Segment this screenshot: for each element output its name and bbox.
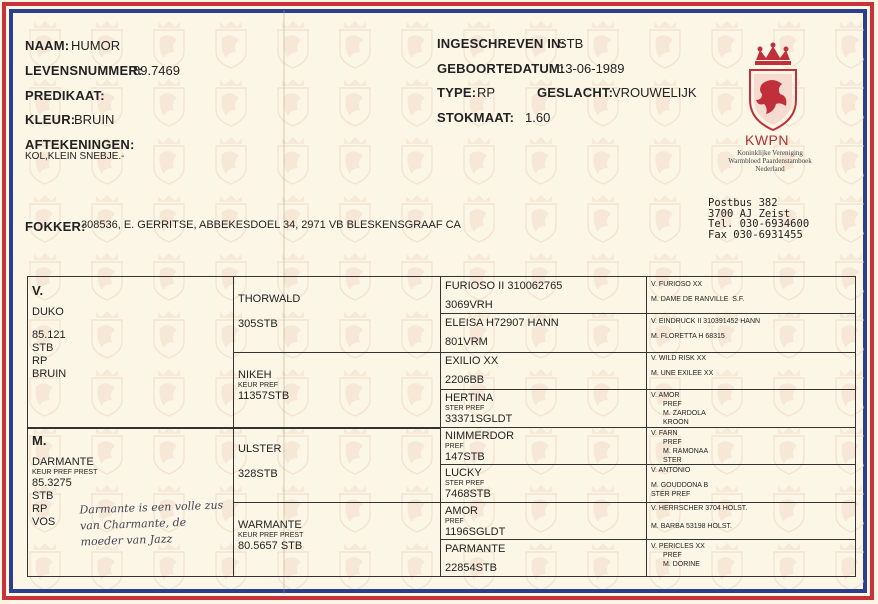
sire-line: BRUIN (32, 368, 67, 380)
gen4-dam: PREF M. DORINE (663, 552, 700, 568)
grid-line (27, 427, 441, 429)
gen3-cell (445, 317, 559, 349)
aftekeningen-label: AFTEKENINGEN: (25, 137, 135, 152)
gen4-dam: M. FLORETTA H 68315 (651, 333, 725, 340)
geslacht-label: GESLACHT: (537, 85, 614, 100)
kwpn-title: KWPN (745, 132, 789, 148)
aftekeningen-value: KOL,KLEIN SNEBJE.- (25, 151, 125, 162)
kwpn-subtitle-line: Koninklijke Vereniging (737, 149, 803, 157)
gen4-sire: V. WILD RISK XX (651, 355, 706, 362)
gen3-cell (445, 280, 562, 312)
gen3-name: ELEISA H72907 HANN (445, 317, 559, 329)
gen4-cell (651, 504, 747, 531)
sire-line: 85.121 (32, 329, 66, 341)
address-line: Tel. 030-6934600 (708, 218, 810, 230)
gen3-cell (445, 355, 498, 387)
handwritten-line: Darmante is een volle zus (79, 498, 224, 517)
dam-line: RP (32, 503, 48, 515)
gen3-number: 33371SGLDT (445, 413, 513, 425)
gen4-dam: M. DAME DE RANVILLE S.F. (651, 296, 745, 303)
gen4-dam: M. BARBA 53198 HOLST. (651, 523, 732, 530)
gen3-predicate: STER PREF (445, 405, 485, 412)
type-value: RP (477, 85, 496, 100)
handwritten-line: van Charmante, de (79, 515, 187, 533)
gen3-number: 7468STB (445, 488, 491, 500)
gen3-number: 147STB (445, 451, 485, 463)
kwpn-crown-lion-icon (742, 40, 804, 132)
address-line: 3700 AJ Zeist (708, 207, 791, 220)
levensnummer-label: LEVENSNUMMER: (25, 63, 143, 78)
grid-line (233, 352, 441, 353)
gen3-name: FURIOSO II 310062765 (445, 280, 563, 292)
dam-predicate: KEUR PREF PREST (32, 469, 98, 476)
gen2-cell (238, 443, 281, 481)
grid-line (440, 502, 856, 503)
dam-line: VOS (32, 516, 56, 528)
gen2-predicate: KEUR PREF (238, 382, 279, 389)
sire-tag: V. (32, 283, 44, 298)
gen4-sire: V. FARN (651, 430, 678, 437)
geboortedatum-value: 13-06-1989 (558, 61, 625, 76)
gen4-sire: V. EINDRUCK II 310391452 HANN (651, 318, 761, 325)
grid-line (440, 427, 856, 428)
dam-line: STB (32, 490, 54, 502)
gen4-sire: V. AMOR (651, 392, 680, 399)
gen4-cell (651, 429, 708, 465)
gen3-cell (445, 505, 505, 539)
gen4-cell (651, 317, 760, 341)
gen3-name: HERTINA (445, 392, 494, 404)
fokker-value: 308536, E. GERRITSE, ABBEKESDOEL 34, 2971 VB BLESKENSGRAAF CA (81, 219, 461, 231)
geboortedatum-label: GEBOORTEDATUM: (437, 61, 565, 76)
gen3-cell (445, 392, 512, 426)
grid-line (233, 502, 441, 503)
address-line: Postbus 382 (708, 197, 778, 209)
levensnummer-value: 89.7469 (133, 63, 180, 78)
gen4-sire: V. ANTONIO (651, 467, 691, 474)
gen2-cell (238, 369, 289, 403)
gen3-predicate: STER PREF (445, 480, 485, 487)
gen3-number: 22854STB (445, 562, 497, 574)
gen3-name: EXILIO XX (445, 355, 499, 367)
type-label: TYPE: (437, 85, 477, 100)
grid-line (440, 389, 856, 390)
grid-line (440, 313, 856, 314)
geslacht-value: VROUWELIJK (612, 85, 697, 100)
handwritten-line: moeder van Jazz (80, 532, 173, 549)
gen3-name: AMOR (445, 505, 478, 517)
gen3-cell (445, 430, 514, 464)
kleur-label: KLEUR: (25, 112, 76, 127)
gen4-dam: PREF M. RAMONAA STER (663, 439, 709, 464)
gen3-name: NIMMERDOR (445, 430, 515, 442)
gen3-number: 1196SGLDT (445, 526, 506, 538)
gen4-sire: V. PERICLES XX (651, 543, 705, 550)
kwpn-subtitle-line: Nederland (755, 165, 785, 173)
grid-line (440, 539, 856, 540)
gen3-name: LUCKY (445, 467, 482, 479)
gen2-number: 305STB (238, 318, 278, 330)
gen2-name: NIKEH (238, 369, 272, 381)
fokker-label: FOKKER: (25, 219, 86, 234)
gen4-cell (651, 466, 708, 499)
predikaat-label: PREDIKAAT: (25, 88, 105, 103)
gen4-sire: V. HERRSCHER 3704 HOLST. (651, 505, 748, 512)
gen3-cell (445, 467, 491, 501)
handwritten-note (79, 498, 224, 551)
sire-name: DUKO (32, 306, 64, 318)
kwpn-subtitle (722, 149, 818, 173)
gen2-name: THORWALD (238, 293, 301, 305)
gen4-cell (651, 391, 706, 427)
gen2-name: WARMANTE (238, 519, 302, 531)
stokmaat-value: 1.60 (525, 110, 551, 125)
gen3-cell (445, 543, 505, 575)
sire-line: STB (32, 342, 54, 354)
stokmaat-label: STOKMAAT: (437, 110, 515, 125)
gen3-predicate: PREF (445, 443, 464, 450)
sire-cell (32, 282, 66, 381)
gen4-cell (651, 280, 744, 304)
naam-label: NAAM: (25, 38, 70, 53)
gen4-sire: V. FURIOSO XX (651, 281, 703, 288)
gen3-number: 801VRM (445, 336, 488, 348)
gen3-name: PARMANTE (445, 543, 506, 555)
kwpn-address (708, 198, 809, 240)
gen4-dam: PREF M. ZARDOLA KROON (663, 401, 706, 426)
naam-value: HUMOR (71, 38, 121, 53)
gen3-predicate: PREF (445, 518, 464, 525)
gen2-cell (238, 519, 303, 553)
gen2-cell (238, 293, 300, 331)
gen4-dam: M. GOUDDONA B STER PREF (651, 482, 709, 498)
gen2-number: 80.5657 STB (238, 540, 303, 552)
ingeschreven-value: STB (558, 36, 584, 51)
gen2-number: 11357STB (238, 390, 290, 402)
kwpn-subtitle-line: Warmbloed Paardenstamboek (728, 157, 812, 165)
gen3-number: 2206BB (445, 374, 485, 386)
gen4-cell (651, 354, 713, 378)
dam-line: 85.3275 (32, 477, 72, 489)
ingeschreven-label: INGESCHREVEN IN: (437, 36, 566, 51)
address-line: Fax 030-6931455 (708, 228, 803, 241)
gen2-number: 328STB (238, 468, 278, 480)
gen3-number: 3069VRH (445, 299, 493, 311)
gen4-dam: M. UNE EXILEE XX (651, 370, 714, 377)
dam-name: DARMANTE (32, 456, 94, 468)
grid-line (440, 352, 856, 353)
gen4-cell (651, 542, 705, 569)
gen2-predicate: KEUR PREF PREST (238, 532, 304, 539)
dam-tag: M. (32, 433, 47, 448)
gen2-name: ULSTER (238, 443, 282, 455)
sire-line: RP (32, 355, 48, 367)
grid-line (440, 464, 856, 465)
kleur-value: BRUIN (74, 112, 115, 127)
